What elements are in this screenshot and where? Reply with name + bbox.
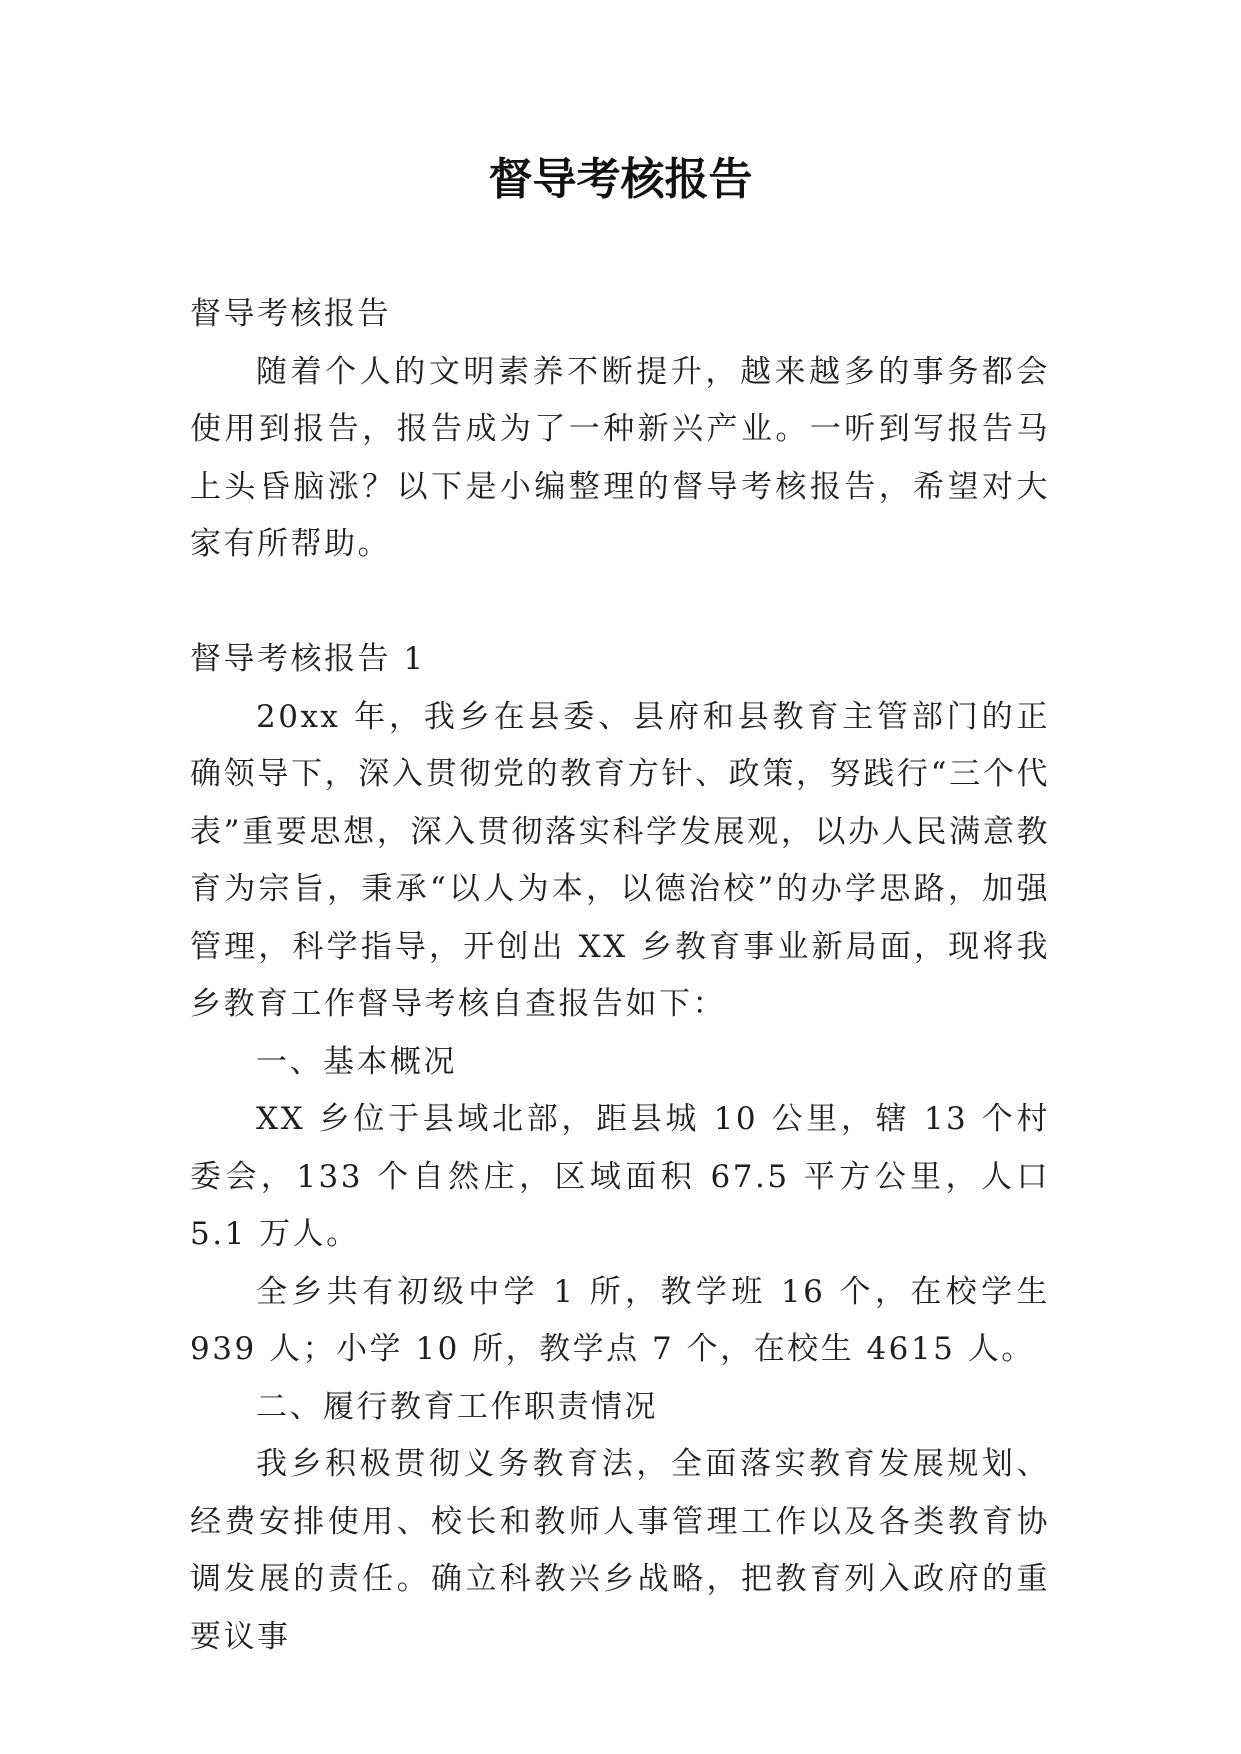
body-paragraph: 我乡积极贯彻义务教育法，全面落实教育发展规划、经费安排使用、校长和教师人事管理工作以及各类教育协调发展的责任。确立科教兴乡战略，把教育列入政府的重要议事 bbox=[190, 1446, 1050, 1655]
paragraph-spacer bbox=[190, 574, 1050, 632]
section-title: 督导考核报告 1 bbox=[190, 641, 426, 677]
document-subtitle: 督导考核报告 bbox=[190, 296, 391, 332]
document-body bbox=[190, 286, 1050, 1666]
section-heading-duties: 二、履行教育工作职责情况 bbox=[256, 1388, 658, 1425]
body-paragraph: XX 乡位于县域北部，距县城 10 公里，辖 13 个村委会，133 个自然庄，区域面积 67.5 平方公里，人口 5.1 万人。 bbox=[190, 1101, 1050, 1252]
body-paragraph: 全乡共有初级中学 1 所，教学班 16 个，在校学生 939 人；小学 10 所，教学点 7 个，在校生 4615 人。 bbox=[190, 1273, 1050, 1367]
body-paragraph: 20xx 年，我乡在县委、县府和县教育主管部门的正确领导下，深入贯彻党的教育方针、政策，努践行“三个代表”重要思想，深入贯彻落实科学发展观，以办人民满意教育为宗旨，秉承“以人为本，以德治校”的办学思路，加强管理，科学指导，开创出 XX 乡教育事业新局面，现将我乡教育工作督导考核自查报告如下： bbox=[190, 698, 1050, 1022]
section-heading-overview: 一、基本概况 bbox=[256, 1043, 457, 1080]
intro-paragraph: 随着个人的文明素养不断提升，越来越多的事务都会使用到报告，报告成为了一种新兴产业。一听到写报告马上头昏脑涨？以下是小编整理的督导考核报告，希望对大家有所帮助。 bbox=[190, 353, 1050, 562]
document-title: 督导考核报告 bbox=[488, 154, 753, 205]
